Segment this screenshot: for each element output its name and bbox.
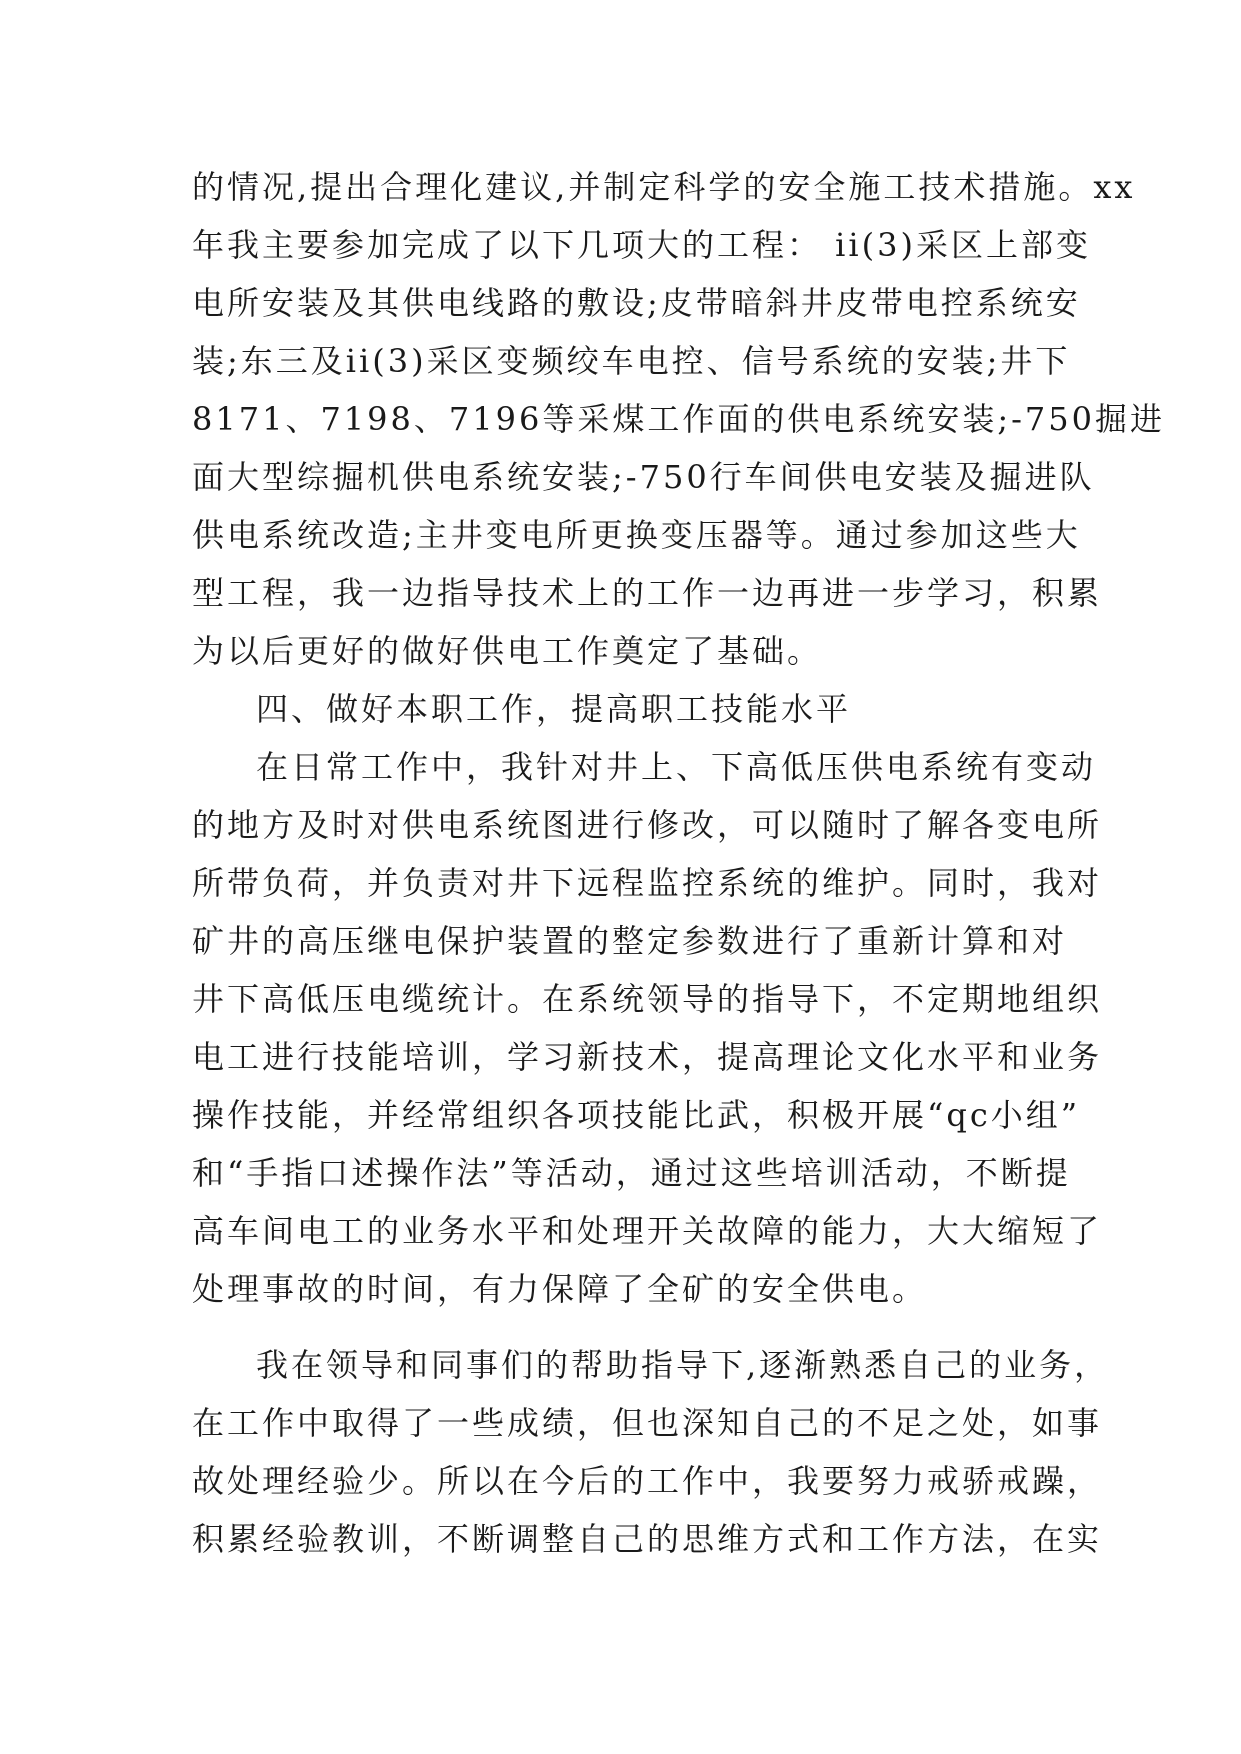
paragraph-gap — [192, 1318, 1052, 1336]
paragraph-first-line: 我在领导和同事们的帮助指导下,逐渐熟悉自己的业务， — [256, 1346, 1110, 1384]
text-line: 在工作中取得了一些成绩，但也深知自己的不足之处，如事 — [192, 1404, 1103, 1442]
text-line: 处理事故的时间，有力保障了全矿的安全供电。 — [192, 1270, 928, 1308]
text-line: 的地方及时对供电系统图进行修改，可以随时了解各变电所 — [192, 806, 1103, 844]
text-line: 装;东三及ii(3)采区变频绞车电控、信号系统的安装;井下 — [192, 342, 1071, 380]
text-line: 型工程，我一边指导技术上的工作一边再进一步学习，积累 — [192, 574, 1103, 612]
section-heading: 四、做好本职工作，提高职工技能水平 — [256, 690, 852, 728]
paragraph-first-line: 在日常工作中，我针对井上、下高低压供电系统有变动 — [256, 748, 1097, 786]
text-line: 矿井的高压继电保护装置的整定参数进行了重新计算和对 — [192, 922, 1068, 960]
text-line: 为以后更好的做好供电工作奠定了基础。 — [192, 632, 823, 670]
text-line: 电所安装及其供电线路的敷设;皮带暗斜井皮带电控系统安 — [192, 284, 1081, 322]
text-line: 操作技能，并经常组织各项技能比武，积极开展“qc小组” — [192, 1096, 1081, 1134]
text-line: 年我主要参加完成了以下几项大的工程： ii(3)采区上部变 — [192, 226, 1091, 264]
text-line: 所带负荷，并负责对井下远程监控系统的维护。同时，我对 — [192, 864, 1103, 902]
text-line: 8171、7198、7196等采煤工作面的供电系统安装;-750掘进 — [192, 400, 1165, 438]
document-body — [192, 158, 1165, 1568]
text-line: 和“手指口述操作法”等活动，通过这些培训活动，不断提 — [192, 1154, 1071, 1192]
text-line: 高车间电工的业务水平和处理开关故障的能力，大大缩短了 — [192, 1212, 1103, 1250]
text-line: 井下高低压电缆统计。在系统领导的指导下，不定期地组织 — [192, 980, 1103, 1018]
text-line: 的情况,提出合理化建议,并制定科学的安全施工技术措施。xx — [192, 168, 1136, 206]
text-line: 故处理经验少。所以在今后的工作中，我要努力戒骄戒躁， — [192, 1462, 1103, 1500]
text-line: 电工进行技能培训，学习新技术，提高理论文化水平和业务 — [192, 1038, 1103, 1076]
text-line: 面大型综掘机供电系统安装;-750行车间供电安装及掘进队 — [192, 458, 1095, 496]
text-line: 供电系统改造;主井变电所更换变压器等。通过参加这些大 — [192, 516, 1081, 554]
text-line: 积累经验教训，不断调整自己的思维方式和工作方法，在实 — [192, 1520, 1103, 1558]
